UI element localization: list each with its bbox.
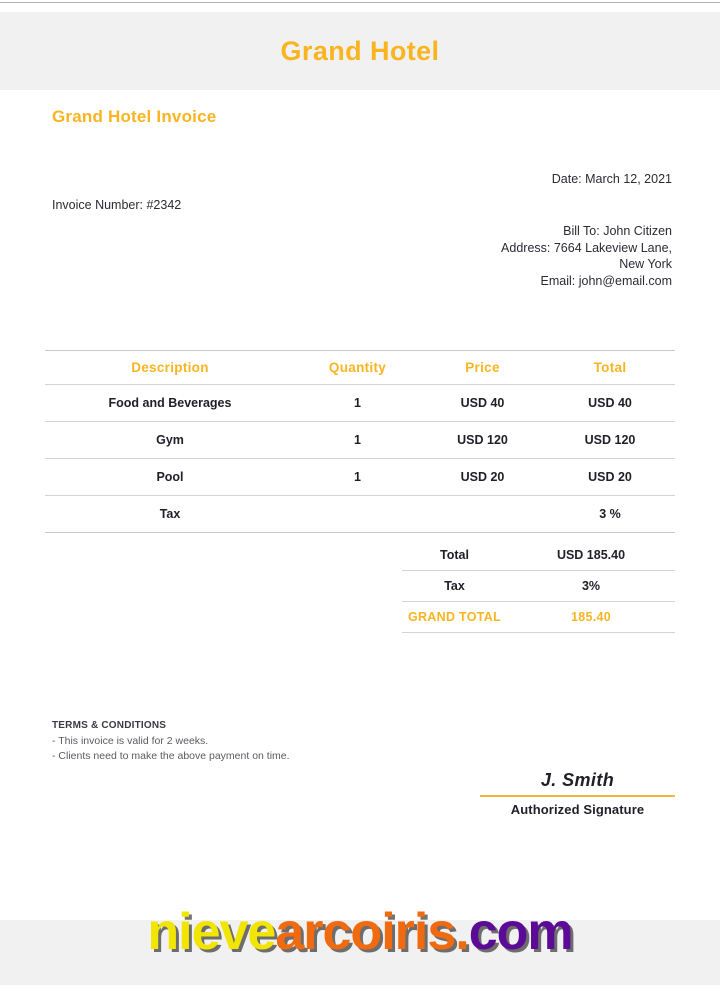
terms-title: TERMS & CONDITIONS [52, 720, 167, 731]
column-header-description: Description [131, 360, 209, 375]
watermark-part-1: nieve [147, 903, 276, 961]
bill-to-address-line2: New York [619, 257, 672, 271]
cell-description: Tax [159, 507, 181, 521]
cell-quantity: 1 [354, 396, 361, 410]
cell-quantity: 1 [354, 433, 361, 447]
cell-total: 3 % [599, 507, 621, 521]
summary-bottom-rule [402, 632, 675, 633]
summary-row-grand-total [402, 602, 675, 632]
table-body [45, 384, 675, 533]
invoice-subtitle: Grand Hotel Invoice [52, 107, 217, 126]
line-items-table [45, 350, 675, 533]
summary-value: 3% [581, 579, 601, 593]
watermark [0, 902, 720, 962]
invoice-number: Invoice Number: #2342 [52, 198, 182, 212]
cell-total: USD 40 [588, 396, 632, 410]
signature-block [480, 770, 675, 817]
page-title: Grand Hotel [280, 35, 440, 66]
column-header-total: Total [593, 360, 627, 375]
signature-name: J. Smith [540, 770, 615, 790]
cell-price: USD 40 [460, 396, 505, 410]
cell-total: USD 120 [584, 433, 636, 447]
summary-row-tax [402, 571, 675, 601]
invoice-date: Date: March 12, 2021 [551, 172, 672, 186]
cell-price: USD 120 [457, 433, 508, 447]
summary-label: Total [440, 548, 469, 562]
bill-to-address-line1: Address: 7664 Lakeview Lane, [501, 240, 672, 255]
table-row [45, 385, 675, 421]
table-header-row [45, 351, 675, 384]
terms-line: - Clients need to make the above payment on time. [52, 750, 290, 762]
summary-label: Tax [444, 579, 465, 593]
cell-total: USD 20 [588, 470, 632, 484]
column-header-price: Price [465, 360, 500, 375]
header-band [0, 12, 720, 90]
cell-description: Pool [156, 470, 184, 484]
table-row [45, 459, 675, 495]
cell-quantity: 1 [354, 470, 361, 484]
signature-label: Authorized Signature [510, 801, 645, 817]
grand-total-value: 185.40 [570, 610, 612, 624]
table-bottom-rule [45, 532, 675, 533]
cell-price: USD 20 [460, 470, 505, 484]
column-header-quantity: Quantity [328, 360, 387, 375]
table-row [45, 422, 675, 458]
table-row-tax [45, 496, 675, 532]
bill-to-email: Email: john@email.com [540, 273, 672, 288]
summary-block [402, 540, 675, 633]
cell-description: Food and Beverages [108, 396, 232, 410]
watermark-part-3: com [468, 903, 573, 961]
top-divider [0, 2, 720, 3]
bill-to-block [501, 223, 672, 289]
grand-total-label: GRAND TOTAL [407, 610, 502, 624]
terms-and-conditions [52, 720, 392, 764]
watermark-part-2: arcoiris. [275, 903, 469, 961]
table-header [45, 351, 675, 384]
summary-row-total [402, 540, 675, 570]
cell-description: Gym [156, 433, 184, 447]
summary-value: USD 185.40 [556, 548, 626, 562]
bill-to-name: Bill To: John Citizen [563, 224, 672, 238]
terms-line: - This invoice is valid for 2 weeks. [52, 735, 209, 747]
